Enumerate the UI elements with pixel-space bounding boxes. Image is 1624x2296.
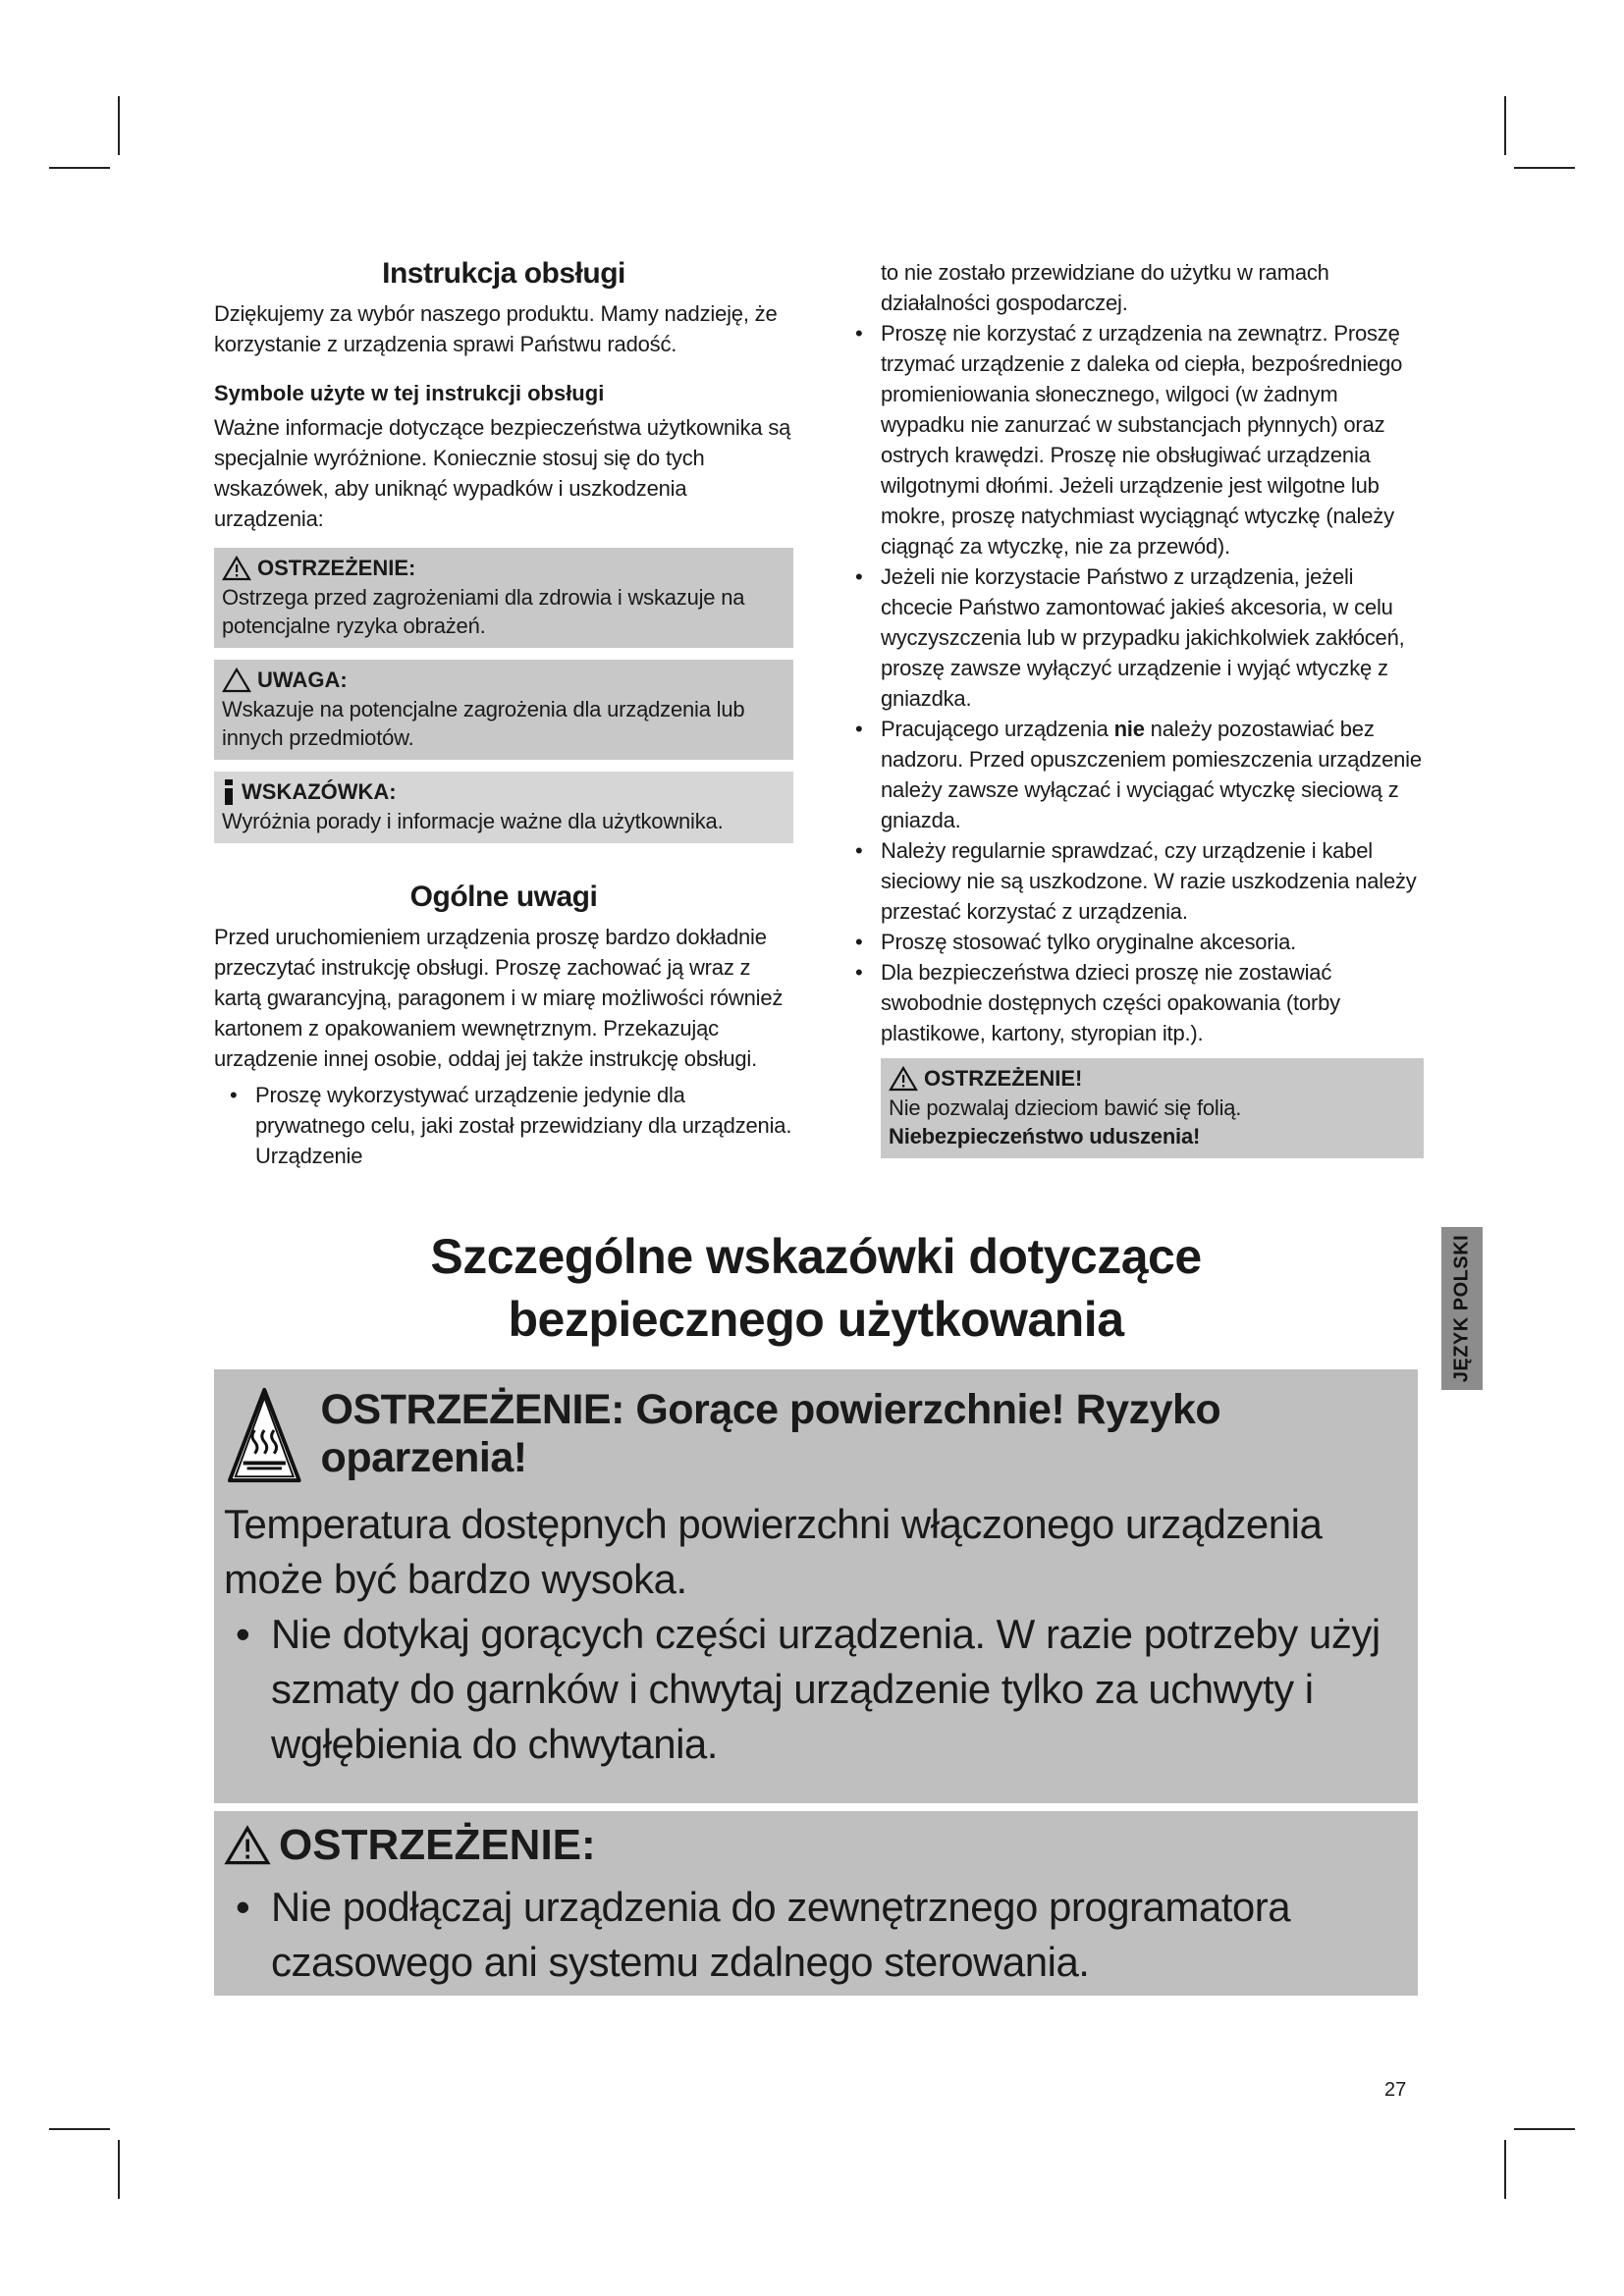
timer-warning-box bbox=[214, 1811, 1418, 1996]
note-box-title-row bbox=[222, 777, 785, 807]
child-warning-title: OSTRZEŻENIE! bbox=[924, 1066, 1083, 1091]
hot-surface-body bbox=[224, 1497, 1412, 1772]
safety-instructions-title bbox=[214, 1225, 1418, 1351]
safety-title-line1: Szczególne wskazówki dotyczące bbox=[430, 1229, 1202, 1284]
caution-box-title: UWAGA: bbox=[257, 667, 348, 692]
bullet-check-cable: • Należy regularnie sprawdzać, czy urządzenie i kabel sieciowy nie są uszkodzone. W razie uszkodzenia należy przestać korzystać z urządzenia. bbox=[839, 835, 1424, 927]
hot-surface-head bbox=[226, 1379, 1418, 1489]
page-number: 27 bbox=[1384, 2079, 1407, 2101]
caution-triangle-icon bbox=[222, 667, 251, 693]
crop-mark bbox=[1504, 2140, 1506, 2199]
timer-warning-bullets bbox=[224, 1880, 1412, 1990]
bullet-private-use: • Proszę wykorzystywać urządzenie jedynie dla prywatnego celu, jaki został przewidziany dla urządzenia. Urządzenie bbox=[214, 1080, 793, 1171]
left-column bbox=[214, 257, 793, 1171]
warning-triangle-icon bbox=[889, 1066, 918, 1092]
note-box-title: WSKAZÓWKA: bbox=[242, 779, 397, 804]
safety-bullets bbox=[839, 318, 1424, 1048]
bullet-packaging: • Dla bezpieczeństwa dzieci proszę nie zostawiać swobodnie dostępnych części opakowania (torby plastikowe, kartony, styropian itp.). bbox=[839, 957, 1424, 1048]
crop-mark bbox=[49, 2128, 110, 2130]
hot-surface-bullet: • Nie dotykaj gorących części urządzenia. W razie potrzeby użyj szmaty do garnków i chwytaj urządzenie tylko za uchwyty i wgłębienia do chwytania. bbox=[224, 1607, 1412, 1772]
bullet-accessories: • Jeżeli nie korzystacie Państwo z urządzenia, jeżeli chcecie Państwo zamontować jakieś akcesoria, w celu wyczyszczenia lub w przypadku jakichkolwiek zakłóceń, proszę zawsze wyłączyć urządzenie i wyjąć wtyczkę z gniazdka. bbox=[839, 561, 1424, 714]
hot-surface-warning-box bbox=[214, 1369, 1418, 1803]
continuation-text: to nie zostało przewidziane do użytku w ramach działalności gospodarczej. bbox=[881, 260, 1329, 315]
safety-title-line2: bezpiecznego użytkowania bbox=[508, 1292, 1124, 1347]
crop-mark bbox=[49, 167, 110, 169]
crop-mark bbox=[1504, 96, 1506, 155]
child-warning-text bbox=[889, 1094, 1416, 1150]
hot-surface-title: OSTRZEŻENIE: Gorące powierzchnie! Ryzyko oparzenia! bbox=[320, 1386, 1221, 1481]
bullet-original-accessories: • Proszę stosować tylko oryginalne akcesoria. bbox=[839, 927, 1424, 957]
intro-text: Dziękujemy za wybór naszego produktu. Mamy nadzieję, że korzystanie z urządzenia sprawi Państwu radość. bbox=[214, 301, 778, 356]
timer-warning-head bbox=[224, 1821, 596, 1870]
bullet-unattended-pre: Pracującego urządzenia bbox=[881, 717, 1114, 741]
warning-triangle-icon bbox=[224, 1825, 271, 1866]
crop-mark bbox=[1514, 2128, 1575, 2130]
language-tab-label: JĘZYK POLSKI bbox=[1450, 1234, 1473, 1383]
warning-box-text: Ostrzega przed zagrożeniami dla zdrowia i wskazuje na potencjalne ryzyka obrażeń. bbox=[222, 585, 745, 638]
child-warning-box bbox=[881, 1058, 1424, 1158]
hot-surface-text: Temperatura dostępnych powierzchni włączonego urządzenia może być bardzo wysoka. bbox=[224, 1501, 1323, 1602]
language-tab bbox=[1441, 1227, 1483, 1390]
bullet-unattended-bold: nie bbox=[1113, 717, 1145, 741]
note-box-text: Wyróżnia porady i informacje ważne dla użytkownika. bbox=[222, 809, 724, 833]
general-notes-title: Ogólne uwagi bbox=[409, 881, 598, 913]
crop-mark bbox=[118, 2140, 120, 2199]
warning-box bbox=[214, 548, 793, 648]
warning-triangle-icon bbox=[222, 556, 251, 581]
hot-surface-bullets bbox=[224, 1607, 1412, 1772]
timer-warning-title: OSTRZEŻENIE: bbox=[279, 1821, 596, 1869]
child-warning-text-plain: Nie pozwalaj dzieciom bawić się folią. bbox=[889, 1095, 1242, 1120]
crop-mark bbox=[118, 96, 120, 155]
warning-box-title-row bbox=[222, 554, 785, 583]
timer-warning-bullet: • Nie podłączaj urządzenia do zewnętrznego programatora czasowego ani systemu zdalnego sterowania. bbox=[224, 1880, 1412, 1990]
manual-title: Instrukcja obsługi bbox=[382, 257, 625, 290]
caution-box bbox=[214, 660, 793, 760]
caution-box-title-row bbox=[222, 666, 785, 695]
symbols-text: Ważne informacje dotyczące bezpieczeństwa użytkownika są specjalnie wyróżnione. Koniecznie stosuj się do tych wskazówek, aby uniknąć wypadków i uszkodzenia urządzenia: bbox=[214, 415, 791, 531]
crop-mark bbox=[1514, 167, 1575, 169]
general-bullets bbox=[214, 1080, 793, 1171]
child-warning-title-row bbox=[889, 1064, 1416, 1094]
info-icon bbox=[222, 778, 236, 806]
child-warning-text-bold: Niebezpieczeństwo uduszenia! bbox=[889, 1124, 1201, 1148]
bullet-unattended-post: należy pozostawiać bez nadzoru. Przed opuszczeniem pomieszczenia urządzenie należy zawsze wyłączać i wyciągać wtyczkę sieciową z gniazda. bbox=[881, 717, 1422, 832]
bullet-outdoor: • Proszę nie korzystać z urządzenia na zewnątrz. Proszę trzymać urządzenie z daleka od ciepła, bezpośredniego promieniowania słonecznego, wilgoci (w żadnym wypadku nie zanurzać w substancjach płynnych) oraz ostrych krawędzi. Proszę nie obsługiwać urządzenia wilgotnymi dłońmi. Jeżeli urządzenie jest wilgotne lub mokre, proszę natychmiast wyciągnąć wtyczkę (należy ciągnąć za wtyczkę, nie za przewód). bbox=[839, 318, 1424, 561]
symbols-heading: Symbole użyte w tej instrukcji obsługi bbox=[214, 381, 605, 405]
note-box bbox=[214, 772, 793, 843]
general-notes-text: Przed uruchomieniem urządzenia proszę bardzo dokładnie przeczytać instrukcję obsługi. Proszę zachować ją wraz z kartą gwarancyjną, paragonem i w miarę możliwości również kartonem z opakowaniem wewnętrznym. Przekazując urządzenie innej osobie, oddaj jej także instrukcję obsługi. bbox=[214, 925, 784, 1071]
right-column bbox=[839, 257, 1424, 1158]
hot-surface-icon bbox=[226, 1379, 303, 1489]
bullet-unattended bbox=[839, 714, 1424, 835]
timer-warning-body bbox=[224, 1880, 1412, 1990]
warning-box-title: OSTRZEŻENIE: bbox=[257, 556, 416, 580]
caution-box-text: Wskazuje na potencjalne zagrożenia dla urządzenia lub innych przedmiotów. bbox=[222, 697, 745, 750]
